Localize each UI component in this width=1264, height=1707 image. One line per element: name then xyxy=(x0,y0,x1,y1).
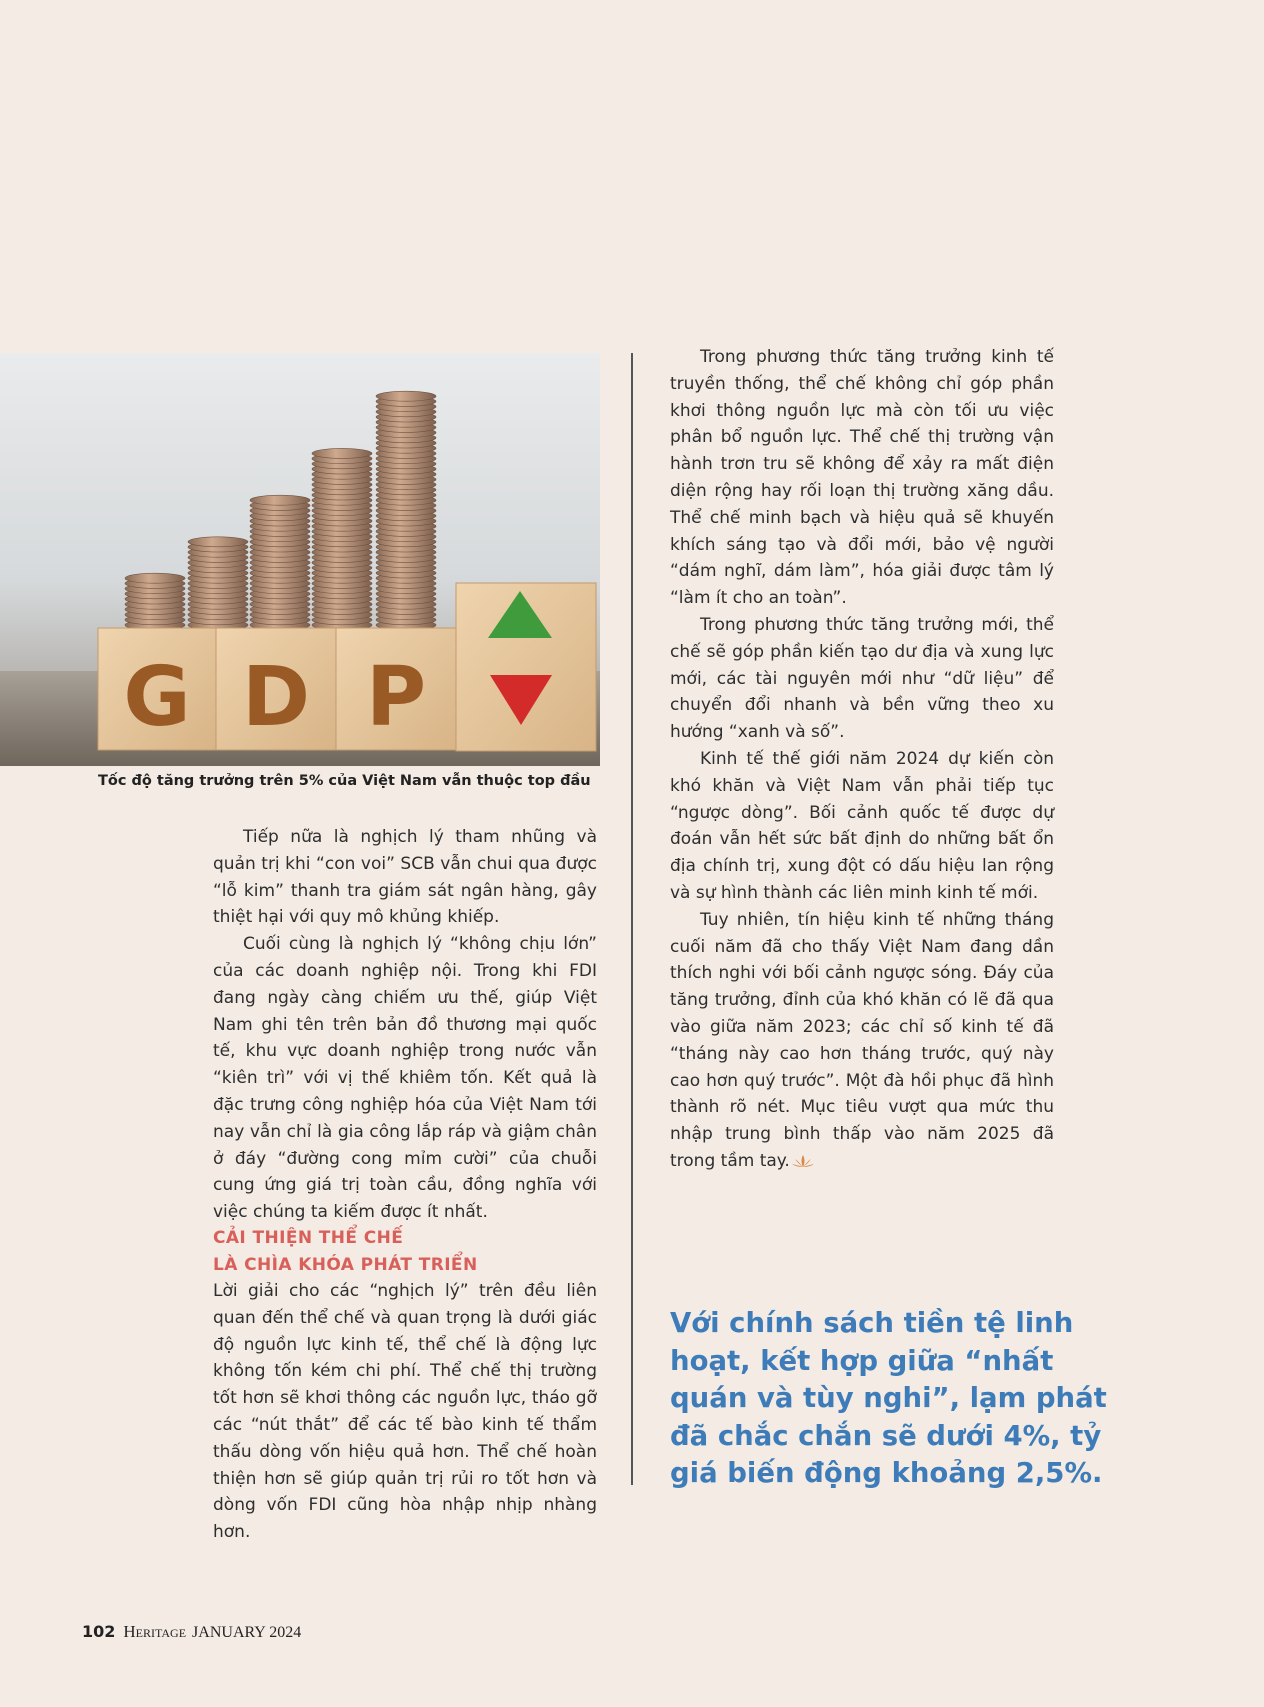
block-letter-p: P xyxy=(365,650,427,745)
section-heading-line: CẢI THIỆN THỂ CHẾ xyxy=(213,1228,404,1248)
paragraph: Trong phương thức tăng trưởng kinh tế truyền thống, thể chế không chỉ góp phần khơi thông nguồn lực mà còn tối ưu việc phân bổ nguồn lực. Thể chế thị trường vận hành trơn tru sẽ không để xảy ra mất điện diện rộng hay rối loạn thị trường xăng dầu. Thể chế minh bạch và hiệu quả sẽ khuyến khích sáng tạo và đổi mới, bảo vệ người “dám nghĩ, dám làm”, hóa giải được tâm lý “làm ít cho an toàn”. xyxy=(670,347,1054,609)
column-divider xyxy=(631,353,633,1485)
issue-date: JANUARY 2024 xyxy=(192,1624,302,1641)
paragraph-last-text: Tuy nhiên, tín hiệu kinh tế những tháng cuối năm đã cho thấy Việt Nam đang dần thích nghi với bối cảnh ngược sóng. Đáy của tăng trưởng, đỉnh của khó khăn có lẽ đã qua vào giữa năm 2023; các chỉ số kinh tế đã “tháng này cao hơn tháng trước, quý này cao hơn quý trước”. Một đà hồi phục đã hình thành rõ nét. Mục tiêu vượt qua mức thu nhập trung bình thấp vào năm 2025 đã trong tầm tay. xyxy=(670,909,1054,1171)
section-heading xyxy=(213,1225,597,1279)
paragraph: Cuối cùng là nghịch lý “không chịu lớn” của các doanh nghiệp nội. Trong khi FDI đang ngày càng chiếm ưu thế, giúp Việt Nam ghi tên trên bản đồ thương mại quốc tế, khu vực doanh nghiệp trong nước vẫn “kiên trì” với vị thế khiêm tốn. Kết quả là đặc trưng công nghiệp hóa của Việt Nam tới nay vẫn chỉ là gia công lắp ráp và giậm chân ở đáy “đường cong mỉm cười” của chuỗi cung ứng giá trị toàn cầu, đồng nghĩa với việc chúng ta kiếm được ít nhất. xyxy=(213,934,597,1223)
section-heading-line: LÀ CHÌA KHÓA PHÁT TRIỂN xyxy=(213,1255,478,1275)
coin xyxy=(312,448,372,458)
paragraph: Lời giải cho các “nghịch lý” trên đều liên quan đến thể chế và quan trọng là dưới giác độ nguồn lực kinh tế, thể chế là động lực không tốn kém chi phí. Thể chế thị trường tốt hơn sẽ khơi thông các nguồn lực, tháo gỡ các “nút thắt” để các tế bào kinh tế thẩm thấu dòng vốn hiệu quả hơn. Thể chế hoàn thiện hơn sẽ giúp quản trị rủi ro tốt hơn và dòng vốn FDI cũng hòa nhập nhịp nhàng hơn. xyxy=(213,1281,597,1543)
paragraph-last xyxy=(670,907,1054,1175)
page-number: 102 xyxy=(82,1622,116,1641)
page-footer xyxy=(82,1622,301,1642)
magazine-brand: Heritage xyxy=(123,1622,187,1641)
coin xyxy=(188,537,248,547)
block-letter-g: G xyxy=(123,650,191,745)
coin xyxy=(376,391,436,401)
coin xyxy=(250,495,310,505)
lotus-icon xyxy=(792,1154,814,1168)
photo-caption: Tốc độ tăng trưởng trên 5% của Việt Nam vẫn thuộc top đầu xyxy=(98,773,591,789)
pull-quote: Với chính sách tiền tệ linh hoạt, kết hợp giữa “nhất quán và tùy nghi”, lạm phát đã chắc chắn sẽ dưới 4%, tỷ giá biến động khoảng 2,5%. xyxy=(670,1307,1107,1489)
gdp-photo xyxy=(0,353,600,766)
right-column xyxy=(670,344,1054,1175)
section-body xyxy=(213,1278,597,1546)
coin xyxy=(125,573,185,583)
left-column xyxy=(213,824,597,1226)
paragraph: Kinh tế thế giới năm 2024 dự kiến còn khó khăn và Việt Nam vẫn phải tiếp tục “ngược dòng”. Bối cảnh quốc tế được dự đoán vẫn hết sức bất định do những bất ổn địa chính trị, xung đột có dấu hiệu lan rộng và sự hình thành các liên minh kinh tế mới. xyxy=(670,748,1054,903)
paragraph: Trong phương thức tăng trưởng mới, thể chế sẽ góp phần kiến tạo dư địa và xung lực mới, các tài nguyên mới như “dữ liệu” để chuyển đổi nhanh và bền vững theo xu hướng “xanh và số”. xyxy=(670,614,1054,743)
paragraph: Tiếp nữa là nghịch lý tham nhũng và quản trị khi “con voi” SCB vẫn chui qua được “lỗ kim” thanh tra giám sát ngân hàng, gây thiệt hại với quy mô khủng khiếp. xyxy=(213,827,597,928)
block-letter-d: D xyxy=(241,650,311,745)
